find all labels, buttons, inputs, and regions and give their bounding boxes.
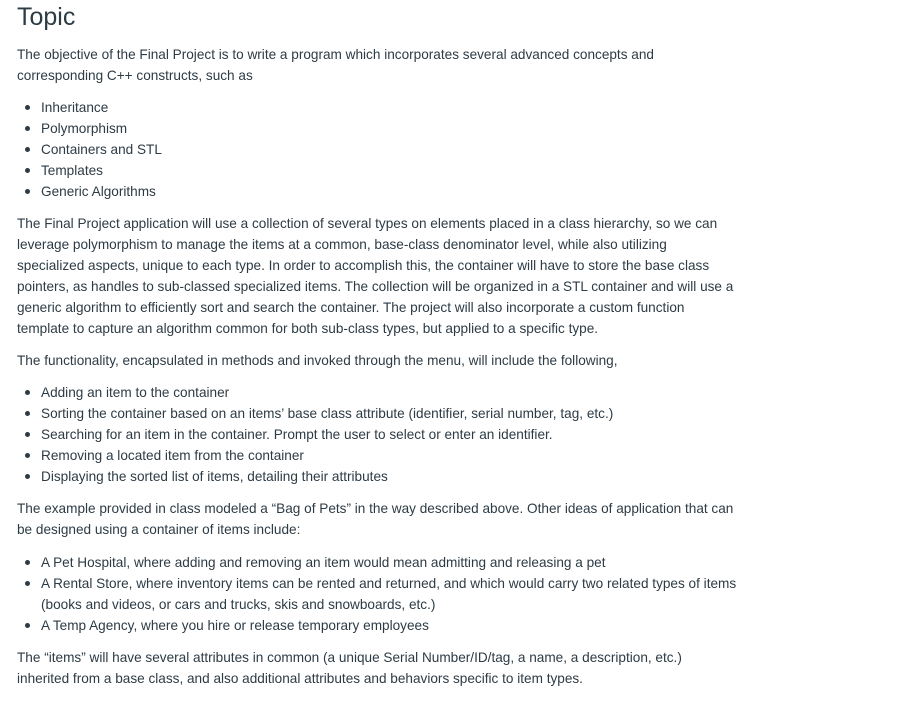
list-item: A Temp Agency, where you hire or release temporary employees — [41, 615, 741, 636]
list-item: Templates — [41, 160, 741, 181]
list-item: A Pet Hospital, where adding and removing an item would mean admitting and releasing a pet — [41, 552, 741, 573]
application-paragraph: The Final Project application will use a collection of several types on elements placed in a class hierarchy, so we can leverage polymorphism to manage the items at a common, base-class denominator level, while also utilizing specialized aspects, unique to each type. In order to accomplish this, the container will have to store the base class pointers, as handles to sub-classed specialized items. The collection will be organized in a STL container and will use a generic algorithm to efficiently sort and search the container. The project will also incorporate a custom function template to capture an algorithm common for both sub-class types, but applied to a specific type. — [17, 216, 734, 336]
list-item: Adding an item to the container — [41, 382, 741, 403]
list-item: Generic Algorithms — [41, 181, 741, 202]
functions-list — [17, 382, 910, 487]
concepts-list — [17, 97, 910, 202]
example-paragraph: The example provided in class modeled a “Bag of Pets” in the way described above. Other ideas of application that can be designed using a container of items include: — [17, 501, 734, 537]
list-item: Sorting the container based on an items’ base class attribute (identifier, serial number, tag, etc.) — [41, 403, 741, 424]
page-title: Topic — [17, 3, 76, 31]
list-item: Displaying the sorted list of items, detailing their attributes — [41, 466, 741, 487]
list-item: Polymorphism — [41, 118, 741, 139]
list-item: Removing a located item from the container — [41, 445, 741, 466]
list-item: Searching for an item in the container. Prompt the user to select or enter an identifier. — [41, 424, 741, 445]
intro-paragraph: The objective of the Final Project is to write a program which incorporates several advanced concepts and corresponding C++ constructs, such as — [17, 47, 654, 83]
functionality-paragraph: The functionality, encapsulated in methods and invoked through the menu, will include the following, — [17, 353, 618, 368]
ideas-list — [17, 552, 910, 636]
list-item: Containers and STL — [41, 139, 741, 160]
items-paragraph: The “items” will have several attributes in common (a unique Serial Number/ID/tag, a name, a description, etc.) inherited from a base class, and also additional attributes and behaviors specific to item types. — [17, 650, 682, 686]
list-item: A Rental Store, where inventory items can be rented and returned, and which would carry two related types of items (books and videos, or cars and trucks, skis and snowboards, etc.) — [41, 573, 741, 615]
list-item: Inheritance — [41, 97, 741, 118]
